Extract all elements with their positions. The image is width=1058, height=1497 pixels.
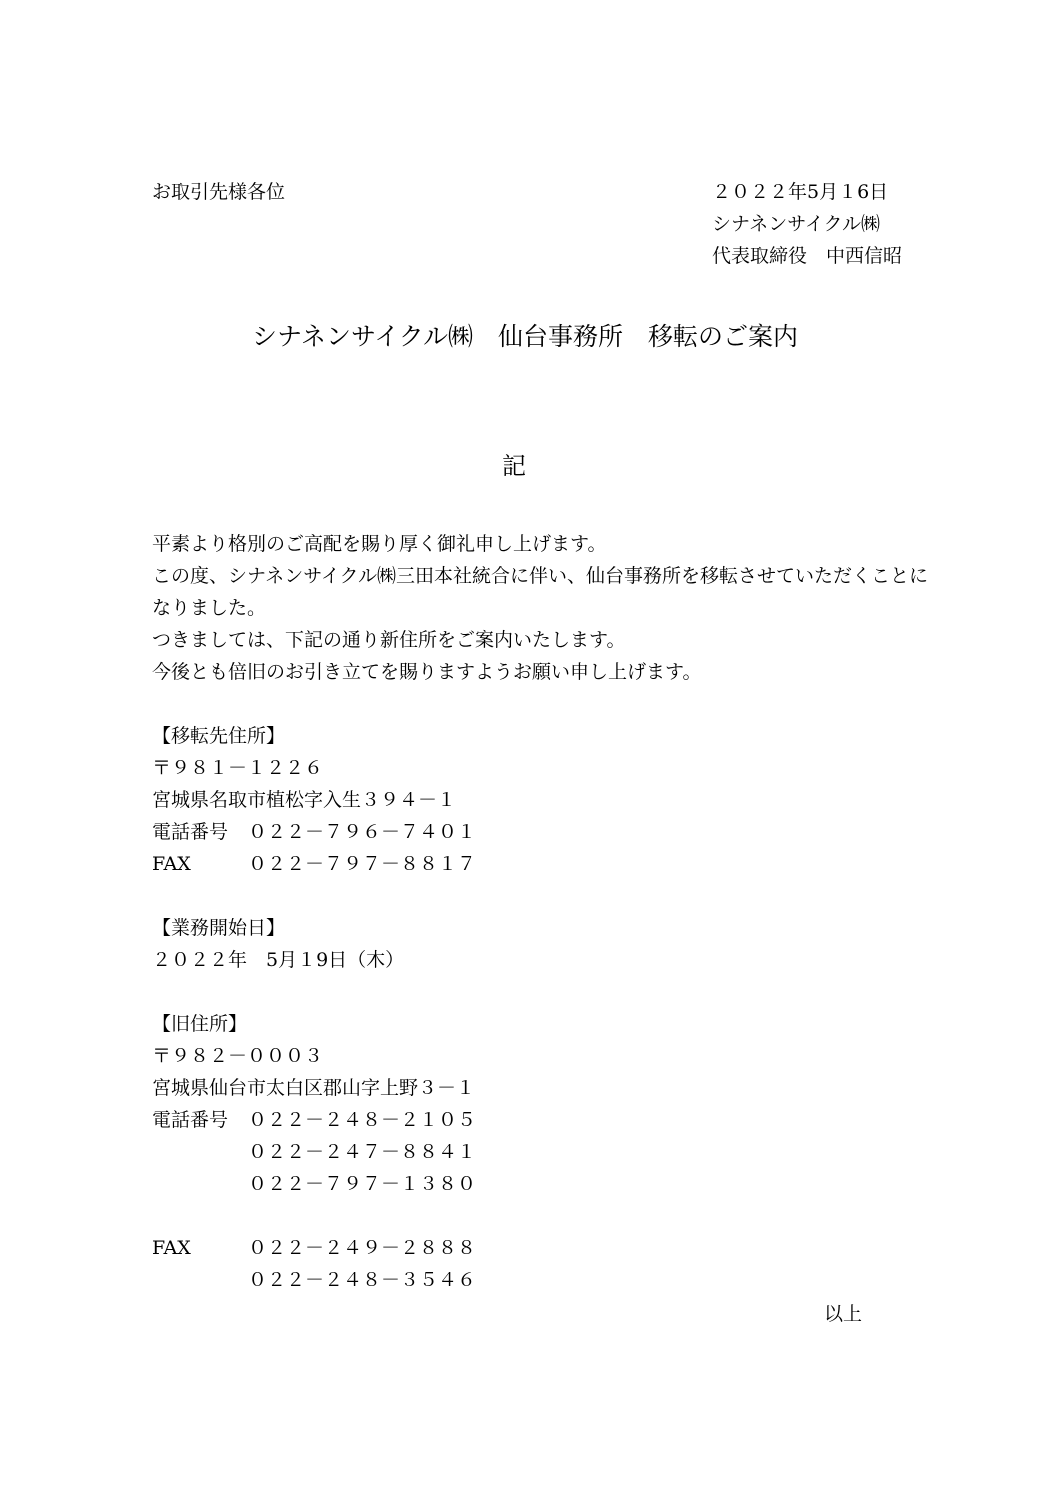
new-address: 宮城県名取市植松字入生３９４－１ <box>152 789 457 811</box>
body-line-5: 今後とも倍旧のお引き立てを賜りますようお願い申し上げます。 <box>152 661 702 683</box>
closing-mark: 以上 <box>824 1303 863 1325</box>
start-date-heading: 【業務開始日】 <box>152 917 286 939</box>
new-tel-number: ０２２－７９６－７４０１ <box>248 821 477 843</box>
old-address-heading: 【旧住所】 <box>152 1013 248 1035</box>
start-date-value: ２０２２年 5月１9日（木） <box>152 949 405 971</box>
body-line-4: つきましては、下記の通り新住所をご案内いたします。 <box>152 629 626 651</box>
recipient: お取引先様各位 <box>152 181 286 203</box>
old-tel-number: ０２２－２４８－２１０５ <box>248 1109 477 1131</box>
old-tel-number: ０２２－７９７－１３８０ <box>248 1173 477 1195</box>
new-tel-row <box>152 820 476 844</box>
new-postal-code: 〒９８１－１２２６ <box>152 757 324 779</box>
new-fax-row <box>152 852 476 876</box>
old-tel-number: ０２２－２４７－８８４１ <box>248 1141 477 1163</box>
document-date: ２０２２年5月１6日 <box>712 181 889 203</box>
old-tel-row <box>152 1108 476 1132</box>
old-fax-row <box>152 1236 476 1260</box>
old-postal-code: 〒９８２－０００３ <box>152 1045 324 1067</box>
new-fax-label: FAX <box>152 853 191 875</box>
document-title: シナネンサイクル㈱ 仙台事務所 移転のご案内 <box>252 322 799 351</box>
new-fax-number: ０２２－７９７－８８１７ <box>248 853 477 875</box>
sender-company: シナネンサイクル㈱ <box>712 213 880 235</box>
old-tel-label: 電話番号 <box>152 1109 229 1131</box>
new-tel-label: 電話番号 <box>152 821 229 843</box>
old-address: 宮城県仙台市太白区郡山字上野３－１ <box>152 1077 476 1099</box>
body-line-3: なりました。 <box>152 597 267 619</box>
old-fax-number: ０２２－２４８－３５４６ <box>248 1269 477 1291</box>
ki-marker: 記 <box>502 452 526 480</box>
old-fax-number: ０２２－２４９－２８８８ <box>248 1237 477 1259</box>
sender-representative: 代表取締役 中西信昭 <box>712 245 903 267</box>
body-line-2: この度、シナネンサイクル㈱三田本社統合に伴い、仙台事務所を移転させていただくことに <box>152 565 928 587</box>
body-line-1: 平素より格別のご高配を賜り厚く御礼申し上げます。 <box>152 533 607 555</box>
old-fax-label: FAX <box>152 1237 191 1259</box>
new-address-heading: 【移転先住所】 <box>152 725 286 747</box>
